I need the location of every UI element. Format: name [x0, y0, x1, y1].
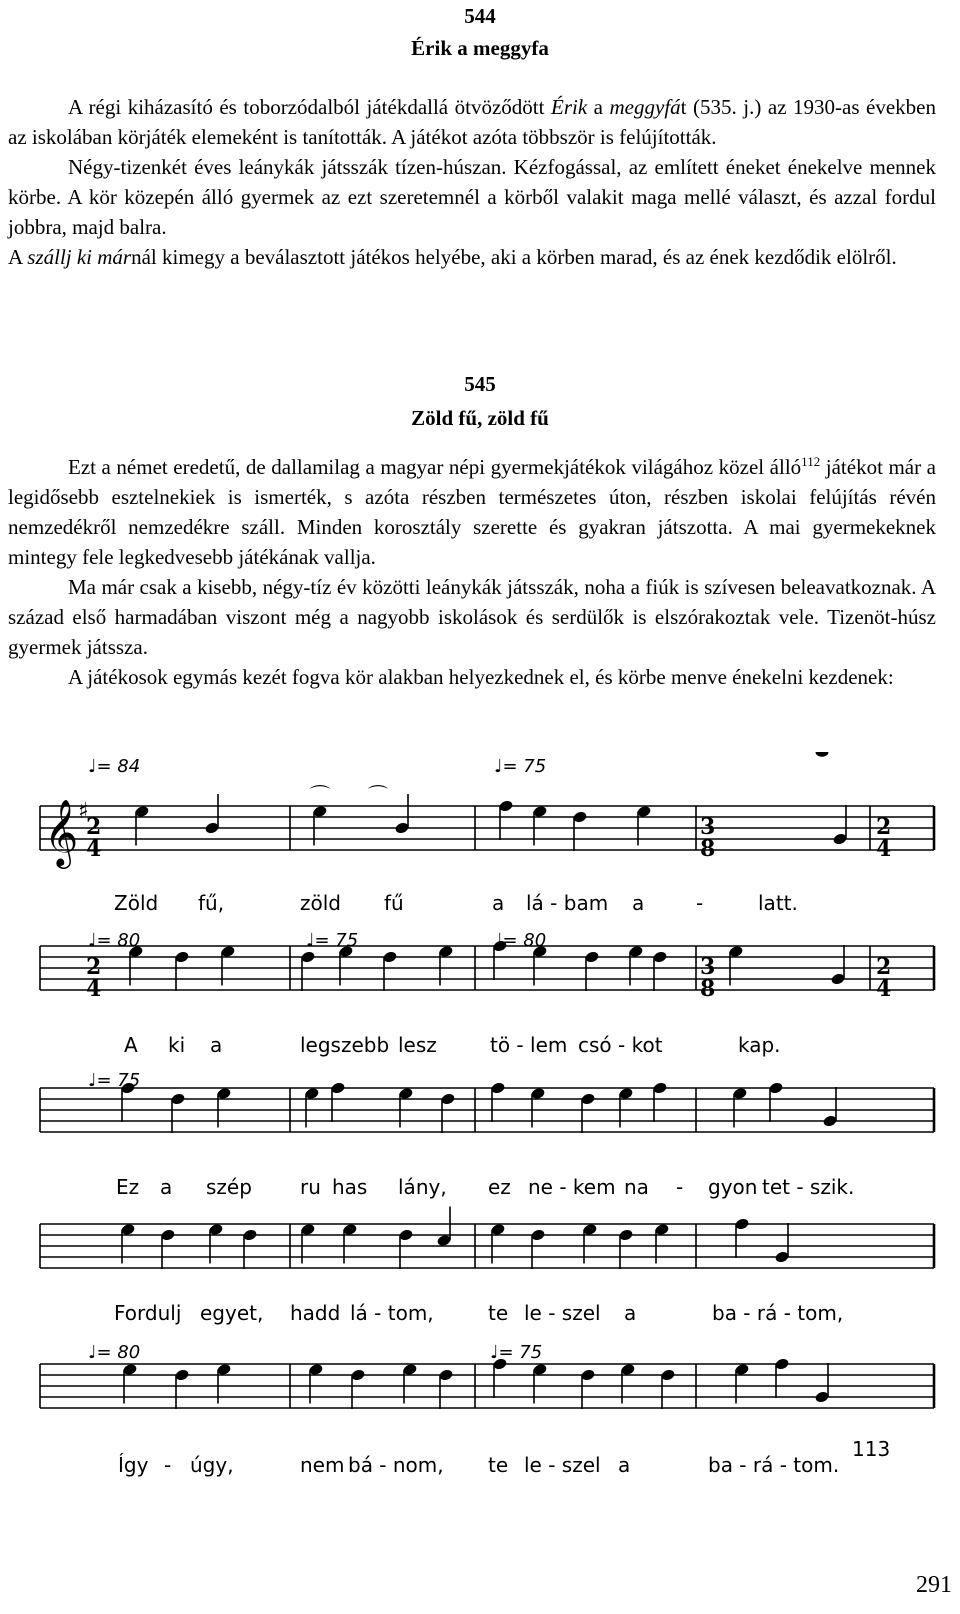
section-544-number: 544 [464, 4, 496, 28]
lyric: lá - tom, [350, 1301, 434, 1325]
section-544-body [8, 92, 936, 272]
tempo-marking: ♩= 84 [88, 756, 141, 777]
text-run: A régi kiházasító és toborzódalból játékdallá ötvöződött [68, 95, 551, 119]
time-signature: 2 [86, 814, 102, 840]
tempo-marking: ♩= 80 [494, 930, 547, 951]
italic-run: Érik [551, 95, 588, 119]
lyric: na [624, 1175, 649, 1199]
time-signature: 8 [700, 836, 716, 862]
lyric: a [624, 1301, 637, 1325]
lyric: A [124, 1033, 138, 1057]
tempo-marking: ♩= 75 [494, 756, 547, 777]
lyric: hadd [290, 1301, 341, 1325]
tempo-marking: ♩= 80 [88, 930, 141, 951]
text-run: a [587, 95, 610, 119]
lyric: ru [300, 1175, 321, 1199]
lyric: - [164, 1453, 172, 1477]
lyric: te [488, 1301, 509, 1325]
lyric: csó - kot [578, 1033, 663, 1057]
lyric: Zöld [114, 891, 159, 915]
lyric: fű [384, 891, 404, 915]
footnote-ref: 112 [801, 454, 821, 469]
text-run: A [8, 245, 28, 269]
section-545-title: Zöld fű, zöld fű [411, 406, 549, 430]
tempo-marking: ♩= 75 [306, 930, 359, 951]
lyric: gyon [708, 1175, 758, 1199]
tempo-marking: ♩= 80 [88, 1342, 141, 1363]
lyric: le - szel [524, 1301, 601, 1325]
lyric: kap. [738, 1033, 781, 1057]
footnote-mark: 113 [852, 1437, 891, 1461]
lyric: lá - bam [526, 891, 609, 915]
section-545-number: 545 [464, 372, 496, 396]
section-544-paragraph-3 [8, 242, 936, 272]
time-signature: 8 [700, 976, 716, 1002]
time-signature: 4 [876, 976, 892, 1002]
italic-run: szállj ki már [27, 245, 132, 269]
lyric: le - szel [524, 1453, 601, 1477]
lyric: tö - lem [490, 1033, 568, 1057]
lyric: ba - rá - tom. [708, 1453, 840, 1477]
tempo-marking: ♩= 75 [490, 1342, 543, 1363]
lyric: legszebb [300, 1033, 390, 1057]
lyric: a [492, 891, 505, 915]
time-signature: 4 [876, 836, 892, 862]
note-head [816, 752, 829, 757]
section-545-paragraph-1 [8, 452, 936, 572]
lyric: ne - kem [528, 1175, 616, 1199]
text-run: nál kimegy a beválasztott játékos helyébe, aki a körben marad, és az ének kezdődik elölről. [131, 245, 897, 269]
section-545-body [8, 452, 936, 692]
lyric: a [618, 1453, 631, 1477]
page-number: 291 [916, 1572, 952, 1598]
time-signature: 4 [86, 976, 102, 1002]
lyric: bá - nom, [348, 1453, 444, 1477]
lyric: Fordulj [114, 1301, 182, 1325]
time-signature: 2 [876, 814, 892, 840]
section-545-paragraph-3: A játékosok egymás kezét fogva kör alakban helyezkednek el, és körbe menve énekelni kezdenek: [68, 665, 894, 689]
time-signature: 2 [86, 954, 102, 980]
section-544-paragraph-2: Négy-tizenkét éves leánykák játsszák tízen-húszan. Kézfogással, az említett éneket énekelve mennek körbe. A kör közepén álló gyermek az ezt szeretemnél a körből valakit maga mellé választ, és azzal fordul jobbra, majd balra. [8, 155, 936, 239]
lyric: zöld [300, 891, 341, 915]
lyric: has [332, 1175, 368, 1199]
lyric: úgy, [190, 1453, 234, 1477]
section-544-title: Érik a meggyfa [411, 36, 549, 60]
section-544-paragraph-1 [8, 92, 936, 152]
fermata-icon: ⌒ [310, 783, 330, 807]
lyric: szép [206, 1175, 252, 1199]
lyric: lány, [398, 1175, 447, 1199]
lyric: egyet, [200, 1301, 264, 1325]
treble-clef-icon: 𝄞 [44, 798, 79, 866]
lyric: nem [300, 1453, 345, 1477]
lyric: - [676, 1175, 684, 1199]
lyric: a [160, 1175, 173, 1199]
text-run: t (535. j.) az 1930-as években az iskolában körjáték elemeként is tanították. A játékot azóta többször is felújították. [8, 95, 937, 149]
fermata-icon: ⌒ [368, 783, 388, 807]
italic-run: meggyfá [609, 95, 681, 119]
time-signature: 3 [700, 954, 716, 980]
time-signature: 4 [86, 836, 102, 862]
text-run: játékot már a legidősebb esztelnekiek is ismerték, s azóta részben természetes úton, részben iskolai felújítás révén nemzedékről nemzedékre száll. Minden korosztály szerette és gyakran játszotta. A mai gyermekeknek mintegy fele legkedvesebb játékának vallja. [8, 455, 936, 569]
lyric: a [210, 1033, 223, 1057]
lyric: - [696, 891, 704, 915]
sharp-icon: ♯ [78, 799, 89, 824]
section-545-paragraph-2: Ma már csak a kisebb, négy-tíz év közötti leánykák játsszák, noha a fiúk is szívesen beleavatkoznak. A század első harmadában viszont még a nagyobb iskolások és serdülők is elszórakoztak vele. Tizenöt-húsz gyermek játssza. [8, 575, 936, 659]
time-signature: 3 [700, 814, 716, 840]
lyric: a [632, 891, 645, 915]
tempo-marking: ♩= 75 [88, 1070, 141, 1091]
lyric: latt. [758, 891, 798, 915]
text-run: Ezt a német eredetű, de dallamilag a magyar népi gyermekjátékok világához közel álló [68, 455, 802, 479]
lyric: Így [118, 1453, 149, 1477]
lyric: tet - szik. [762, 1175, 855, 1199]
lyric: ba - rá - tom, [712, 1301, 844, 1325]
time-signature: 2 [876, 954, 892, 980]
lyric: te [488, 1453, 509, 1477]
lyric: ki [168, 1033, 186, 1057]
lyric: Ez [116, 1175, 140, 1199]
lyric: ez [488, 1175, 511, 1199]
music-score [0, 752, 960, 1492]
lyric: fű, [198, 891, 225, 915]
lyric: lesz [398, 1033, 437, 1057]
